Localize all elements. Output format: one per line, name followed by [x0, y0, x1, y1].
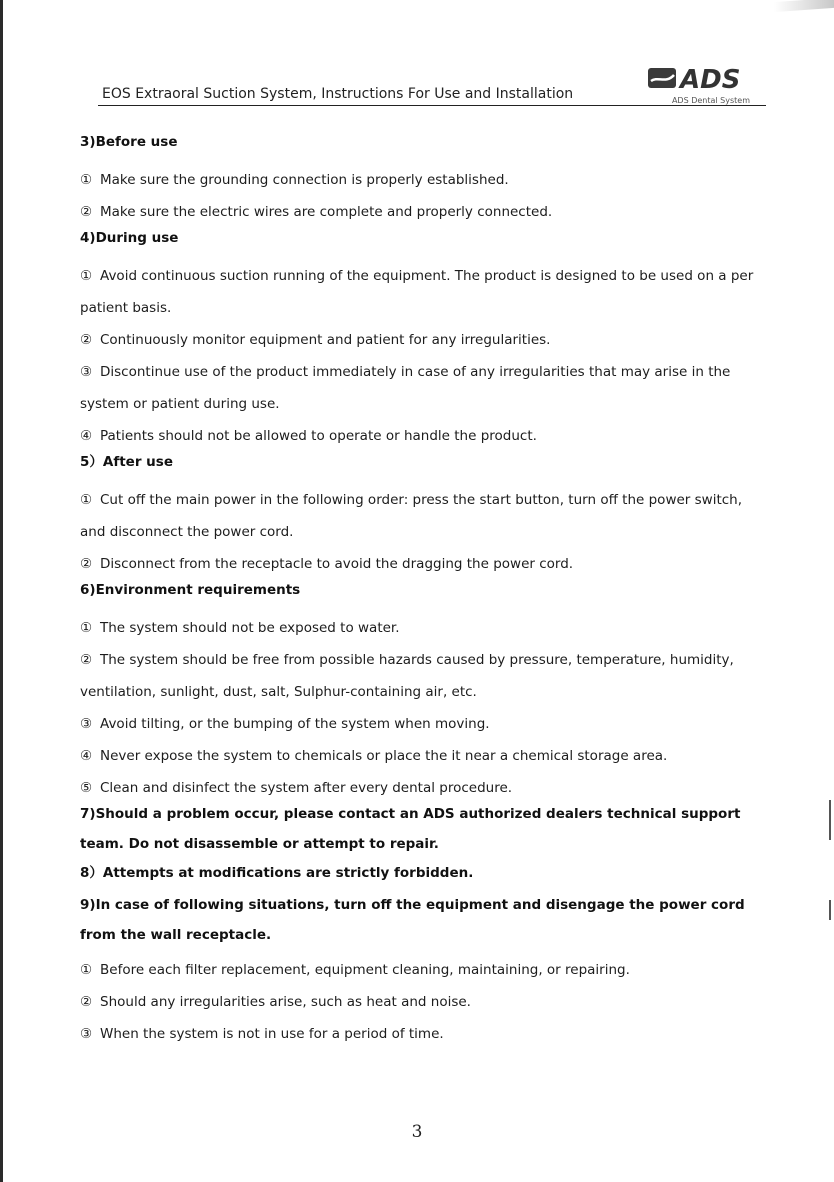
list-item: [80, 612, 770, 644]
page-header: [98, 60, 766, 110]
list-item: [80, 644, 770, 708]
item-number: ⑤: [80, 780, 93, 796]
scan-left-edge: [0, 0, 3, 1182]
section-heading: 6)Environment requirements: [80, 582, 301, 598]
logo-subtitle: ADS Dental System: [671, 96, 750, 105]
item-number: ②: [80, 994, 93, 1010]
logo-wordmark: ADS: [680, 65, 741, 94]
instructions-body: [80, 132, 770, 1050]
item-number: ②: [80, 556, 93, 572]
list-item: [80, 740, 770, 772]
item-number: ③: [80, 716, 93, 732]
section: [80, 863, 770, 883]
item-number: ③: [80, 364, 93, 380]
item-number: ②: [80, 652, 93, 668]
item-text: Clean and disinfect the system after every dental procedure.: [100, 780, 513, 796]
item-text: Before each filter replacement, equipment cleaning, maintaining, or repairing.: [100, 962, 630, 978]
section-heading: 8）Attempts at modifications are strictly forbidden.: [80, 865, 474, 881]
list-item: [80, 356, 770, 420]
item-number: ④: [80, 748, 93, 764]
section-heading: 9)In case of following situations, turn off the equipment and disengage the power cord from the wall receptacle.: [80, 897, 745, 943]
list-item: [80, 986, 770, 1018]
item-text: The system should not be exposed to water.: [100, 620, 400, 636]
item-number: ②: [80, 204, 93, 220]
item-number: ③: [80, 1026, 93, 1042]
section: [80, 580, 770, 804]
section: [80, 799, 770, 859]
section: [80, 132, 770, 228]
item-text: Should any irregularities arise, such as heat and noise.: [100, 994, 471, 1010]
item-number: ④: [80, 428, 93, 444]
item-text: Avoid continuous suction running of the equipment. The product is designed to be used on a per patient basis.: [80, 268, 754, 316]
scan-smudge: [774, 0, 834, 12]
item-number: ①: [80, 962, 93, 978]
scan-mark: [829, 800, 831, 840]
document-title: EOS Extraoral Suction System, Instructions For Use and Installation: [102, 86, 574, 102]
list-item: [80, 260, 770, 324]
item-text: Cut off the main power in the following order: press the start button, turn off the power switch, and disconnect the power cord.: [80, 492, 743, 540]
ads-logo: [648, 60, 764, 106]
item-text: Never expose the system to chemicals or place the it near a chemical storage area.: [100, 748, 668, 764]
ads-logo-mark: [648, 64, 764, 94]
item-text: Disconnect from the receptacle to avoid the dragging the power cord.: [100, 556, 574, 572]
item-number: ①: [80, 620, 93, 636]
item-text: Avoid tilting, or the bumping of the system when moving.: [100, 716, 490, 732]
scan-mark: [829, 900, 831, 920]
list-item: [80, 164, 770, 196]
section-heading: 7)Should a problem occur, please contact an ADS authorized dealers technical support team. Do not disassemble or attempt to repair.: [80, 806, 741, 852]
item-text: Make sure the electric wires are complete and properly connected.: [100, 204, 553, 220]
section: [80, 452, 770, 580]
list-item: [80, 954, 770, 986]
item-text: The system should be free from possible hazards caused by pressure, temperature, humidity, ventilation, sunlight, dust, salt, Sulphur-containing air, etc.: [80, 652, 734, 700]
list-item: [80, 420, 770, 452]
section: [80, 890, 770, 1050]
list-item: [80, 196, 770, 228]
section-heading: 3)Before use: [80, 134, 178, 150]
item-text: Make sure the grounding connection is properly established.: [100, 172, 509, 188]
item-text: Discontinue use of the product immediately in case of any irregularities that may arise in the system or patient during use.: [80, 364, 731, 412]
item-number: ①: [80, 268, 93, 284]
section-heading: 4)During use: [80, 230, 179, 246]
list-item: [80, 548, 770, 580]
item-text: Continuously monitor equipment and patient for any irregularities.: [100, 332, 551, 348]
section: [80, 228, 770, 452]
section-heading: 5）After use: [80, 454, 173, 470]
item-text: When the system is not in use for a period of time.: [100, 1026, 444, 1042]
item-number: ①: [80, 492, 93, 508]
page-number: 3: [411, 1122, 423, 1142]
item-number: ②: [80, 332, 93, 348]
list-item: [80, 708, 770, 740]
list-item: [80, 324, 770, 356]
list-item: [80, 1018, 770, 1050]
item-text: Patients should not be allowed to operate or handle the product.: [100, 428, 537, 444]
item-number: ①: [80, 172, 93, 188]
list-item: [80, 484, 770, 548]
